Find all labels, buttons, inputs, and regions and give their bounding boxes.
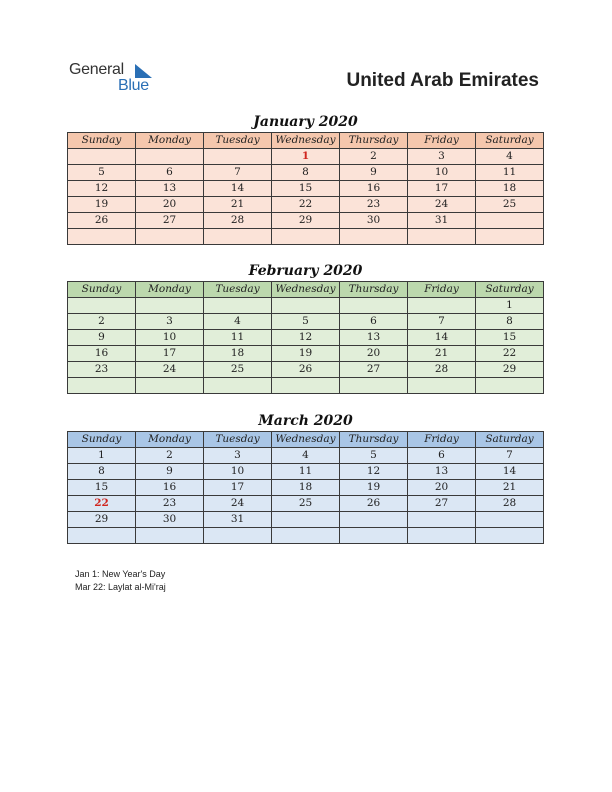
day-cell: 1 [476,298,544,314]
day-cell: 22 [272,197,340,213]
day-cell: 10 [136,330,204,346]
empty-day-cell [204,528,272,544]
day-cell: 24 [408,197,476,213]
day-cell: 19 [68,197,136,213]
week-row [68,229,544,245]
day-cell: 28 [408,362,476,378]
empty-day-cell [408,528,476,544]
month-title: January 2020 [253,114,358,130]
week-row [68,464,544,480]
weekday-header: Wednesday [272,432,340,448]
day-cell: 31 [204,512,272,528]
day-cell: 6 [408,448,476,464]
week-row [68,197,544,213]
week-row [68,496,544,512]
empty-day-cell [68,378,136,394]
week-row [68,480,544,496]
weekday-header: Sunday [68,432,136,448]
weekday-header: Wednesday [272,133,340,149]
day-cell: 19 [272,346,340,362]
day-cell: 23 [340,197,408,213]
day-cell: 8 [272,165,340,181]
day-cell: 30 [340,213,408,229]
day-cell: 14 [204,181,272,197]
empty-day-cell [340,378,408,394]
holiday-notes [75,568,166,594]
empty-day-cell [476,213,544,229]
day-cell: 12 [340,464,408,480]
weekday-header: Wednesday [272,282,340,298]
day-cell: 24 [204,496,272,512]
day-cell: 4 [272,448,340,464]
week-row [68,362,544,378]
day-cell: 16 [340,181,408,197]
day-cell: 28 [476,496,544,512]
day-cell: 31 [408,213,476,229]
day-cell: 13 [136,181,204,197]
day-cell: 21 [204,197,272,213]
week-row [68,512,544,528]
weekday-header: Friday [408,282,476,298]
week-row [68,149,544,165]
calendar-table [67,431,544,544]
empty-day-cell [136,229,204,245]
day-cell: 28 [204,213,272,229]
logo [69,61,169,97]
day-cell: 12 [272,330,340,346]
weekday-header-row [68,282,544,298]
day-cell: 4 [204,314,272,330]
day-cell: 24 [136,362,204,378]
day-cell: 23 [68,362,136,378]
weekday-header: Tuesday [204,432,272,448]
weekday-header: Thursday [340,133,408,149]
day-cell: 2 [340,149,408,165]
country-title: United Arab Emirates [346,70,539,91]
empty-day-cell [272,528,340,544]
day-cell: 11 [272,464,340,480]
empty-day-cell [68,528,136,544]
empty-day-cell [204,378,272,394]
day-cell: 7 [204,165,272,181]
day-cell: 16 [68,346,136,362]
empty-day-cell [340,512,408,528]
calendar-table [67,281,544,394]
logo-general-text: General [69,61,124,78]
day-cell: 11 [476,165,544,181]
weekday-header: Thursday [340,282,408,298]
day-cell: 3 [204,448,272,464]
day-cell: 25 [272,496,340,512]
empty-day-cell [408,229,476,245]
day-cell: 3 [136,314,204,330]
empty-day-cell [476,229,544,245]
day-cell: 7 [476,448,544,464]
day-cell: 5 [340,448,408,464]
empty-day-cell [408,298,476,314]
week-row [68,346,544,362]
empty-day-cell [476,512,544,528]
empty-day-cell [340,528,408,544]
empty-day-cell [272,378,340,394]
day-cell: 17 [408,181,476,197]
day-cell: 26 [68,213,136,229]
day-cell: 6 [136,165,204,181]
empty-day-cell [476,378,544,394]
weekday-header: Monday [136,133,204,149]
week-row [68,165,544,181]
weekday-header: Thursday [340,432,408,448]
day-cell: 22 [68,496,136,512]
weekday-header: Friday [408,133,476,149]
day-cell: 9 [68,330,136,346]
day-cell: 26 [272,362,340,378]
day-cell: 15 [272,181,340,197]
week-row [68,330,544,346]
week-row [68,528,544,544]
day-cell: 29 [272,213,340,229]
empty-day-cell [136,298,204,314]
logo-blue-text: Blue [118,77,149,94]
day-cell: 15 [68,480,136,496]
empty-day-cell [68,298,136,314]
weekday-header-row [68,133,544,149]
empty-day-cell [340,229,408,245]
weekday-header: Tuesday [204,133,272,149]
month-january [67,112,544,245]
day-cell: 30 [136,512,204,528]
day-cell: 21 [408,346,476,362]
day-cell: 8 [476,314,544,330]
day-cell: 27 [408,496,476,512]
empty-day-cell [204,298,272,314]
day-cell: 26 [340,496,408,512]
day-cell: 14 [476,464,544,480]
day-cell: 9 [136,464,204,480]
day-cell: 20 [340,346,408,362]
empty-day-cell [408,378,476,394]
day-cell: 18 [476,181,544,197]
day-cell: 15 [476,330,544,346]
month-march [67,411,544,544]
day-cell: 7 [408,314,476,330]
weekday-header: Sunday [68,133,136,149]
day-cell: 29 [476,362,544,378]
empty-day-cell [272,229,340,245]
empty-day-cell [272,298,340,314]
holiday-note: Mar 22: Laylat al-Mi'raj [75,582,166,592]
week-row [68,448,544,464]
day-cell: 1 [68,448,136,464]
week-row [68,314,544,330]
day-cell: 5 [272,314,340,330]
day-cell: 13 [340,330,408,346]
day-cell: 17 [204,480,272,496]
day-cell: 27 [136,213,204,229]
weekday-header: Saturday [476,282,544,298]
month-title: March 2020 [258,413,353,429]
day-cell: 12 [68,181,136,197]
empty-day-cell [68,229,136,245]
empty-day-cell [204,149,272,165]
empty-day-cell [476,528,544,544]
day-cell: 9 [340,165,408,181]
day-cell: 18 [204,346,272,362]
weekday-header: Monday [136,432,204,448]
day-cell: 18 [272,480,340,496]
day-cell: 29 [68,512,136,528]
weekday-header-row [68,432,544,448]
day-cell: 3 [408,149,476,165]
empty-day-cell [136,149,204,165]
week-row [68,181,544,197]
day-cell: 4 [476,149,544,165]
calendar-table [67,132,544,245]
holiday-note: Jan 1: New Year's Day [75,569,166,579]
week-row [68,298,544,314]
empty-day-cell [136,378,204,394]
day-cell: 25 [476,197,544,213]
weekday-header: Tuesday [204,282,272,298]
month-title: February 2020 [248,263,363,279]
day-cell: 10 [408,165,476,181]
day-cell: 20 [136,197,204,213]
week-row [68,213,544,229]
day-cell: 2 [136,448,204,464]
empty-day-cell [136,528,204,544]
day-cell: 20 [408,480,476,496]
day-cell: 25 [204,362,272,378]
weekday-header: Saturday [476,432,544,448]
day-cell: 22 [476,346,544,362]
day-cell: 1 [272,149,340,165]
day-cell: 17 [136,346,204,362]
day-cell: 16 [136,480,204,496]
day-cell: 10 [204,464,272,480]
day-cell: 19 [340,480,408,496]
day-cell: 5 [68,165,136,181]
weekday-header: Sunday [68,282,136,298]
day-cell: 8 [68,464,136,480]
weekday-header: Friday [408,432,476,448]
empty-day-cell [68,149,136,165]
day-cell: 21 [476,480,544,496]
month-february [67,261,544,394]
empty-day-cell [408,512,476,528]
day-cell: 14 [408,330,476,346]
day-cell: 27 [340,362,408,378]
empty-day-cell [340,298,408,314]
weekday-header: Monday [136,282,204,298]
day-cell: 13 [408,464,476,480]
day-cell: 2 [68,314,136,330]
empty-day-cell [204,229,272,245]
weekday-header: Saturday [476,133,544,149]
day-cell: 23 [136,496,204,512]
day-cell: 6 [340,314,408,330]
week-row [68,378,544,394]
day-cell: 11 [204,330,272,346]
empty-day-cell [272,512,340,528]
